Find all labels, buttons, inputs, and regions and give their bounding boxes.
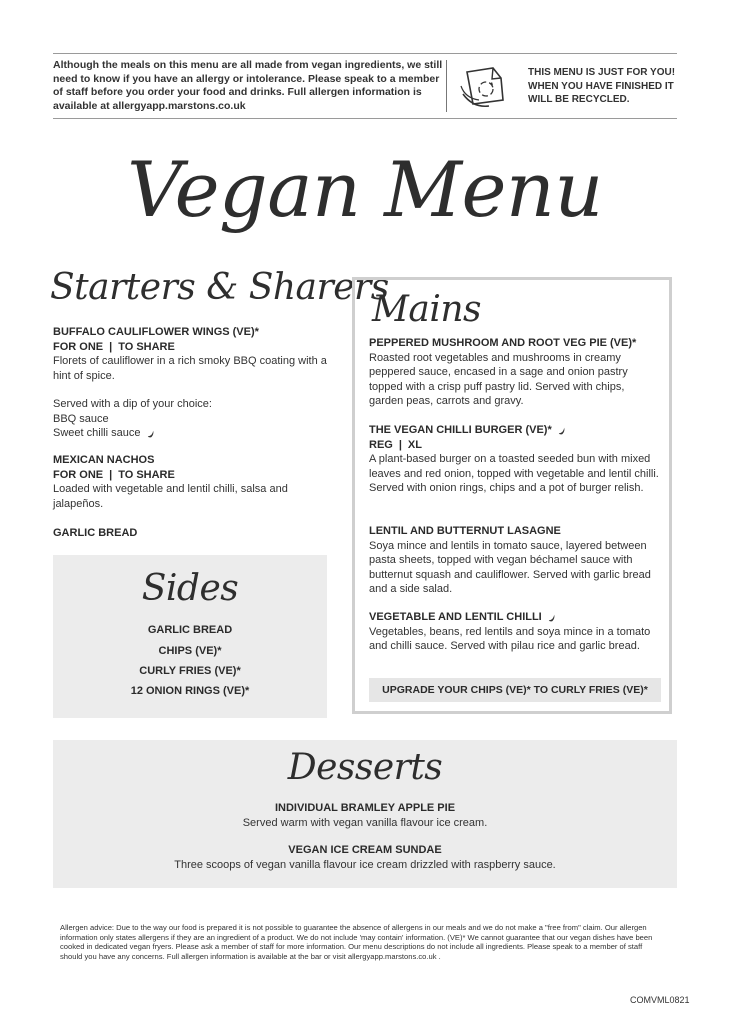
chilli-icon [557, 426, 566, 435]
item-name: MEXICAN NACHOS [53, 454, 155, 466]
sides-heading: Sides [141, 568, 239, 609]
main-item-chilli-burger [369, 423, 659, 496]
item-name: THE VEGAN CHILLI BURGER (VE)* [369, 424, 552, 436]
side-item: 12 ONION RINGS (VE)* [130, 685, 250, 697]
main-item-lasagne [369, 524, 659, 597]
desserts-panel [53, 740, 677, 888]
chilli-icon [547, 613, 556, 622]
item-name: VEGETABLE AND LENTIL CHILLI [369, 611, 542, 623]
recycle-paper-icon [459, 64, 509, 108]
item-name: BUFFALO CAULIFLOWER WINGS (VE)* [53, 326, 259, 338]
dip-intro: Served with a dip of your choice: [53, 398, 212, 410]
dessert-description: Three scoops of vegan vanilla flavour ice cream drizzled with raspberry sauce. [174, 859, 556, 871]
starter-item-nachos [53, 453, 333, 511]
mains-panel [352, 277, 672, 714]
mains-heading: Mains [372, 289, 481, 330]
size-option: FOR ONE [53, 468, 104, 481]
item-sizes: REG | XL [369, 438, 422, 451]
chilli-icon [146, 429, 155, 438]
item-name: PEPPERED MUSHROOM AND ROOT VEG PIE (VE)* [369, 337, 637, 349]
menu-code: COMVML0821 [630, 995, 690, 1005]
side-item: CHIPS (VE)* [158, 645, 222, 657]
starter-item-garlic-bread [53, 526, 333, 541]
recycle-notice: THIS MENU IS JUST FOR YOU! WHEN YOU HAVE FINISHED IT WILL BE RECYCLED. [528, 67, 676, 105]
upgrade-banner: UPGRADE YOUR CHIPS (VE)* TO CURLY FRIES (VE)* [369, 678, 661, 702]
side-item: GARLIC BREAD [147, 624, 233, 636]
notice-divider [446, 60, 447, 112]
item-name-row [369, 610, 659, 625]
size-option: TO SHARE [118, 468, 175, 481]
dip-option: Sweet chilli sauce [53, 427, 141, 439]
item-name-row [369, 423, 659, 438]
item-description: Roasted root vegetables and mushrooms in creamy peppered sauce, encased in a sage and onion pastry topped with a crisp puff pastry lid. Served with chips, garden peas, carrots and gravy. [369, 351, 628, 407]
size-option: TO SHARE [118, 340, 175, 353]
starters-heading: Starters & Sharers [50, 267, 389, 308]
item-name: GARLIC BREAD [53, 527, 138, 539]
item-description: Loaded with vegetable and lentil chilli, salsa and jalapeños. [53, 483, 288, 510]
item-sizes: FOR ONE | TO SHARE [53, 468, 175, 481]
size-option: FOR ONE [53, 340, 104, 353]
item-name: LENTIL AND BUTTERNUT LASAGNE [369, 525, 561, 537]
item-description: A plant-based burger on a toasted seeded bun with mixed leaves and red onion, topped with vegetable and lentil chilli. Served with onion rings, chips and a pot of burger relish. [369, 453, 659, 494]
dessert-name: INDIVIDUAL BRAMLEY APPLE PIE [274, 802, 456, 814]
dip-option: BBQ sauce [53, 412, 109, 425]
item-description: Soya mince and lentils in tomato sauce, layered between pasta sheets, topped with vegan béchamel sauce with butternut squash and cauliflower. Served with garlic bread and a side salad. [369, 539, 651, 595]
dessert-description: Served warm with vegan vanilla flavour ice cream. [242, 817, 488, 829]
notice-bottom-rule [53, 118, 677, 119]
item-description: Florets of cauliflower in a rich smoky BBQ coating with a hint of spice. [53, 355, 327, 382]
side-item: CURLY FRIES (VE)* [139, 665, 241, 677]
starter-item-buffalo-wings [53, 325, 333, 441]
size-option: XL [407, 438, 422, 451]
sides-panel [53, 555, 327, 718]
desserts-heading: Desserts [287, 747, 443, 788]
main-item-lentil-chilli [369, 610, 659, 654]
size-option: REG [369, 438, 393, 451]
allergy-notice: Although the meals on this menu are all made from vegan ingredients, we still need to know if you have an allergy or intolerance. Please speak to a member of staff before you order your food and drinks. Full allergen information is available at allergyapp.marstons.co.uk [53, 59, 443, 112]
allergen-advice: Allergen advice: Due to the way our food is prepared it is not possible to guarantee the absence of allergens in our meals and we do not make a "free from" claim. Our allergen information only states allergens if they are an ingredient of a product. We do not include 'may contain' information. (VE)* We cannot guarantee that our vegan dishes have been cooked in dedicated vegan fryers. Please ask a member of staff for more information. Our menu descriptions do not include all ingredients. Please speak to a member of staff should you have any concerns. Full allergen information is available at the bar or visit allergyapp.marstons.co.uk . [60, 923, 653, 961]
dessert-name: VEGAN ICE CREAM SUNDAE [288, 844, 442, 856]
dip-option-row [53, 426, 333, 441]
item-sizes: FOR ONE | TO SHARE [53, 340, 175, 353]
main-item-mushroom-pie [369, 336, 659, 409]
top-rule [53, 53, 677, 54]
page-title: Vegan Menu [127, 145, 603, 234]
item-description: Vegetables, beans, red lentils and soya mince in a tomato and chilli sauce. Served with pilau rice and garlic bread. [369, 625, 651, 652]
